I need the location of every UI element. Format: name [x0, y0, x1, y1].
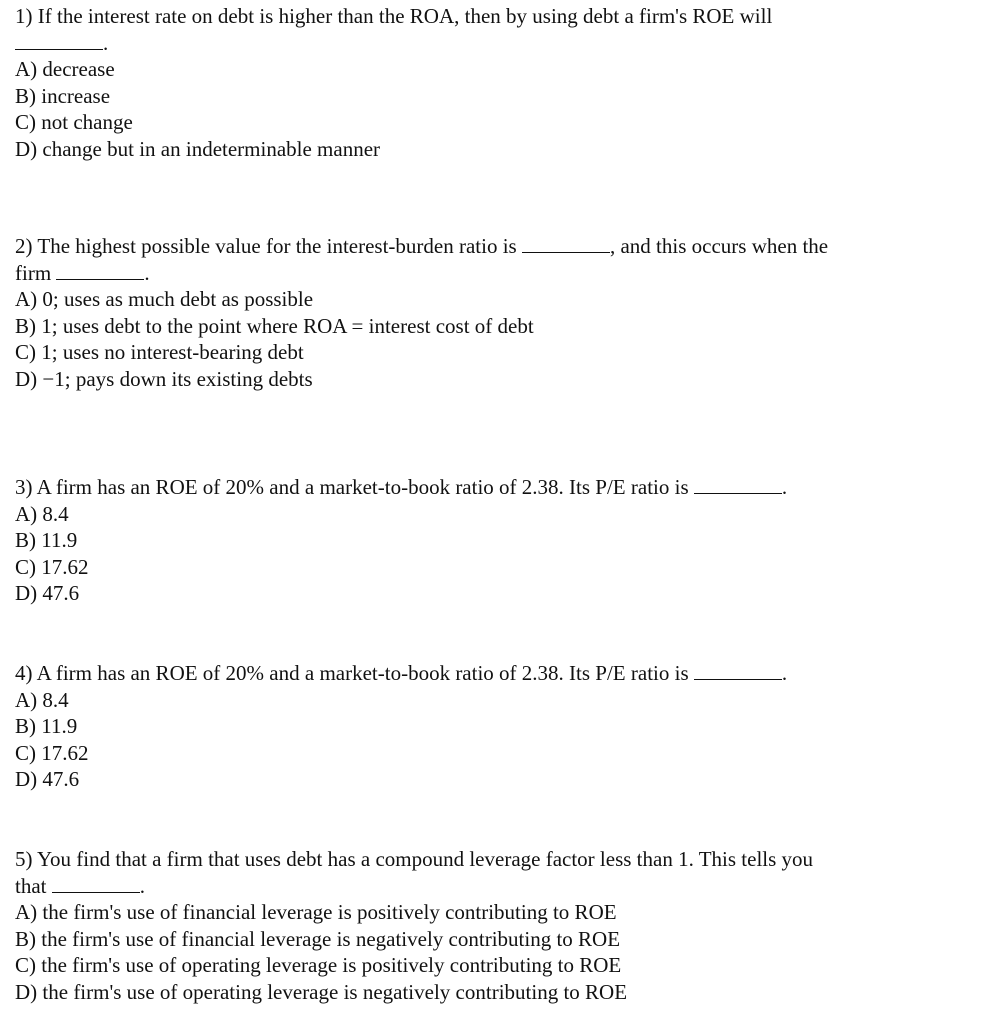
question-5-stem-line-2: that .: [15, 873, 145, 898]
answer-blank: [52, 875, 140, 893]
option-a: A) the firm's use of financial leverage is positively contributing to ROE: [15, 900, 617, 925]
question-2: [15, 233, 965, 393]
question-4: [15, 660, 965, 793]
question-1-stem-line-2: .: [15, 30, 965, 57]
answer-blank: [522, 235, 610, 253]
option-b: B) the firm's use of financial leverage is negatively contributing to ROE: [15, 926, 621, 951]
question-2-stem-line-2: firm .: [15, 260, 150, 285]
option-d: D) −1; pays down its existing debts: [15, 366, 313, 391]
option-c: C) 17.62: [15, 554, 89, 579]
option-b: B) 11.9: [15, 714, 78, 739]
option-b: B) increase: [15, 83, 111, 108]
answer-blank: [56, 262, 144, 280]
answer-blank: [694, 662, 782, 680]
question-4-stem-line-1: 4) A firm has an ROE of 20% and a market-to-book ratio of 2.38. Its P/E ratio is .: [15, 661, 788, 685]
option-a: A) 0; uses as much debt as possible: [15, 287, 314, 312]
option-c: C) the firm's use of operating leverage is positively contributing to ROE: [15, 953, 622, 978]
option-c: C) 1; uses no interest-bearing debt: [15, 340, 304, 365]
option-d: D) 47.6: [15, 581, 80, 606]
option-b: B) 11.9: [15, 528, 78, 553]
answer-blank: [15, 32, 103, 50]
option-b: B) 1; uses debt to the point where ROA = interest cost of debt: [15, 313, 534, 338]
question-5: [15, 846, 965, 1006]
question-2-stem-line-1: 2) The highest possible value for the interest-burden ratio is , and this occurs when the: [15, 234, 829, 258]
option-a: A) 8.4: [15, 501, 69, 526]
option-a: A) 8.4: [15, 687, 69, 712]
question-3: [15, 474, 965, 607]
option-a: A) decrease: [15, 57, 115, 82]
question-3-stem-line-1: 3) A firm has an ROE of 20% and a market-to-book ratio of 2.38. Its P/E ratio is .: [15, 475, 788, 499]
option-d: D) change but in an indeterminable manner: [15, 136, 381, 161]
question-1-stem-line-1: 1) If the interest rate on debt is higher than the ROA, then by using debt a firm's ROE will: [15, 4, 773, 28]
question-1: [15, 3, 965, 163]
option-d: D) 47.6: [15, 767, 80, 792]
option-c: C) 17.62: [15, 740, 89, 765]
answer-blank: [694, 476, 782, 494]
option-d: D) the firm's use of operating leverage is negatively contributing to ROE: [15, 979, 628, 1004]
question-5-stem-line-1: 5) You find that a firm that uses debt has a compound leverage factor less than 1. This tells you: [15, 847, 814, 871]
option-c: C) not change: [15, 110, 133, 135]
